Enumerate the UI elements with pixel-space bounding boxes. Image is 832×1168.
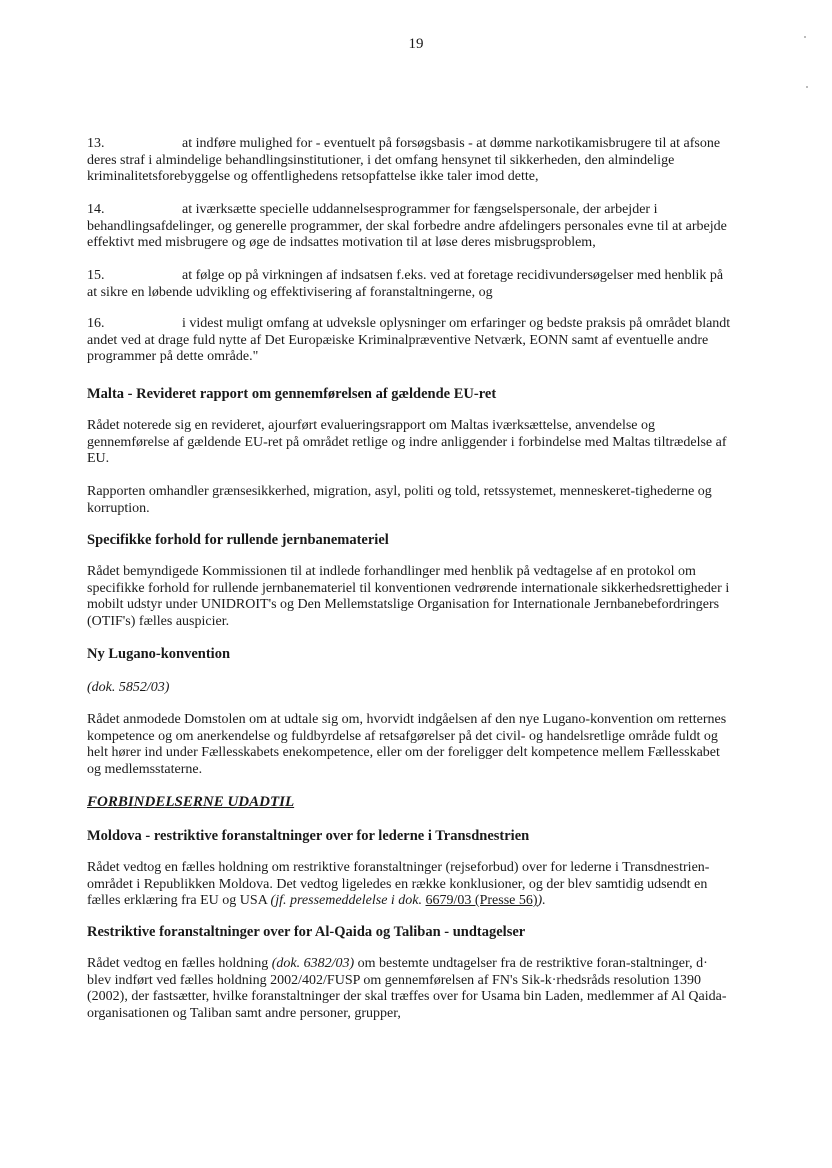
list-item-14 [87, 202, 733, 252]
item-text: i videst muligt omfang at udveksle oplysninger om erfaringer og bedste praksis på området blandt andet ved at drage fuld nytte af Det Europæiske Kriminalpræventive Netværk, EONN samt af eventuelle andre programmer på dette område." [87, 316, 731, 364]
press-release-reference: 6679/03 (Presse 56) [425, 893, 538, 908]
malta-paragraph-1: Rådet noterede sig en revideret, ajourført evalueringsrapport om Maltas iværksættelse, anvendelse og gennemførelse af gældende EU-ret på området retlige og indre anliggender i forbindelse med Maltas tiltrædelse af EU. [87, 418, 727, 466]
item-number: 16. [87, 316, 105, 331]
page-number: 19 [408, 36, 424, 52]
item-number: 14. [87, 202, 105, 217]
list-item-13 [87, 136, 733, 186]
malta-paragraph-2: Rapporten omhandler grænsesikkerhed, migration, asyl, politi og told, retssystemet, menneskeret-tighederne og korruption. [87, 484, 712, 516]
scan-speck [806, 86, 808, 88]
section-title-external-relations: FORBINDELSERNE UDADTIL [87, 794, 295, 810]
list-item-15 [87, 268, 733, 301]
item-text: at følge op på virkningen af indsatsen f.eks. ved at foretage recidivundersøgelser med henblik på at sikre en løbende udvikling og effektivisering af foranstaltningerne, og [87, 268, 724, 300]
item-number: 13. [87, 136, 105, 151]
moldova-text: Rådet vedtog en fælles holdning om restriktive foranstaltninger (rejseforbud) over for lederne i Transdnestrien-området i Republikken Moldova. Det vedtog ligeledes en række konklusioner, og der blev samtidig udsendt en fælles erklæring fra EU og USA [87, 860, 710, 908]
lugano-heading: Ny Lugano-konvention [87, 646, 231, 662]
malta-heading: Malta - Revideret rapport om gennemførelsen af gældende EU-ret [87, 386, 497, 402]
alqaida-text-a: Rådet vedtog en fælles holdning [87, 956, 269, 971]
item-number: 15. [87, 268, 105, 283]
lugano-paragraph: Rådet anmodede Domstolen om at udtale sig om, hvorvidt indgåelsen af den nye Lugano-konvention om retternes kompetence og om anerkendelse og fuldbyrdelse af retsafgørelser på det civil- og handelsretlige område fuldt og helt hører ind under Fællesskabets enekompetence, eller om der foreligger delt kompetence mellem Fællesskabet og medlemsstaterne. [87, 712, 727, 777]
alqaida-text-b: om bestemte undtagelser fra de restriktive foran-staltninger, d· blev indført ved fælles holdning 2002/402/FUSP om gennemførelsen af FN's Sik-k·rhedsråds resolution 1390 (2002), der fastsætter, hvilke foranstaltninger der skal træffes over for Usama bin Laden, medlemmer af Al Qaida-organisationen og Taliban samt andre personer, grupper, [87, 956, 727, 1021]
item-text: at indføre mulighed for - eventuelt på forsøgsbasis - at dømme narkotikamisbrugere til at afsone deres straf i almindelige behandlingsinstitutioner, i det omfang hensynet til sikkerheden, den almindelige kriminalitetsforebyggelse og offentlighedens retsopfattelse ikke taler imod dette, [87, 136, 721, 184]
rolling-stock-heading: Specifikke forhold for rullende jernbanemateriel [87, 532, 389, 548]
item-text: at iværksætte specielle uddannelsesprogrammer for fængselspersonale, der arbejder i behandlingsafdelinger, og generelle programmer, der skal forbedre andre afdelingers personales evne til at arbejde effektivt med misbrugere og øge de indsattes motivation til at løse deres misbrugsproblem, [87, 202, 727, 250]
alqaida-doc-reference: (dok. 6382/03) [271, 956, 355, 971]
rolling-stock-paragraph: Rådet bemyndigede Kommissionen til at indlede forhandlinger med henblik på vedtagelse af en protokol om specifikke forhold for rullende jernbanemateriel til konventionen vedrørende internationale sikkerhedsrettigheder i mobilt udstyr under UNIDROIT's og Den Mellemstatslige Organisation for Internationale Jernbanebefordringers (OTIF's) fælles auspicier. [87, 564, 730, 629]
moldova-ref-suffix: ). [537, 893, 546, 908]
moldova-ref-prefix: (jf. pressemeddelelse i dok. [270, 893, 423, 908]
lugano-reference: (dok. 5852/03) [87, 680, 170, 695]
scan-speck [804, 36, 806, 38]
alqaida-heading: Restriktive foranstaltninger over for Al-Qaida og Taliban - undtagelser [87, 924, 526, 940]
list-item-16 [87, 316, 733, 366]
moldova-heading: Moldova - restriktive foranstaltninger over for lederne i Transdnestrien [87, 828, 530, 844]
moldova-paragraph [87, 860, 733, 910]
alqaida-paragraph [87, 956, 733, 1022]
